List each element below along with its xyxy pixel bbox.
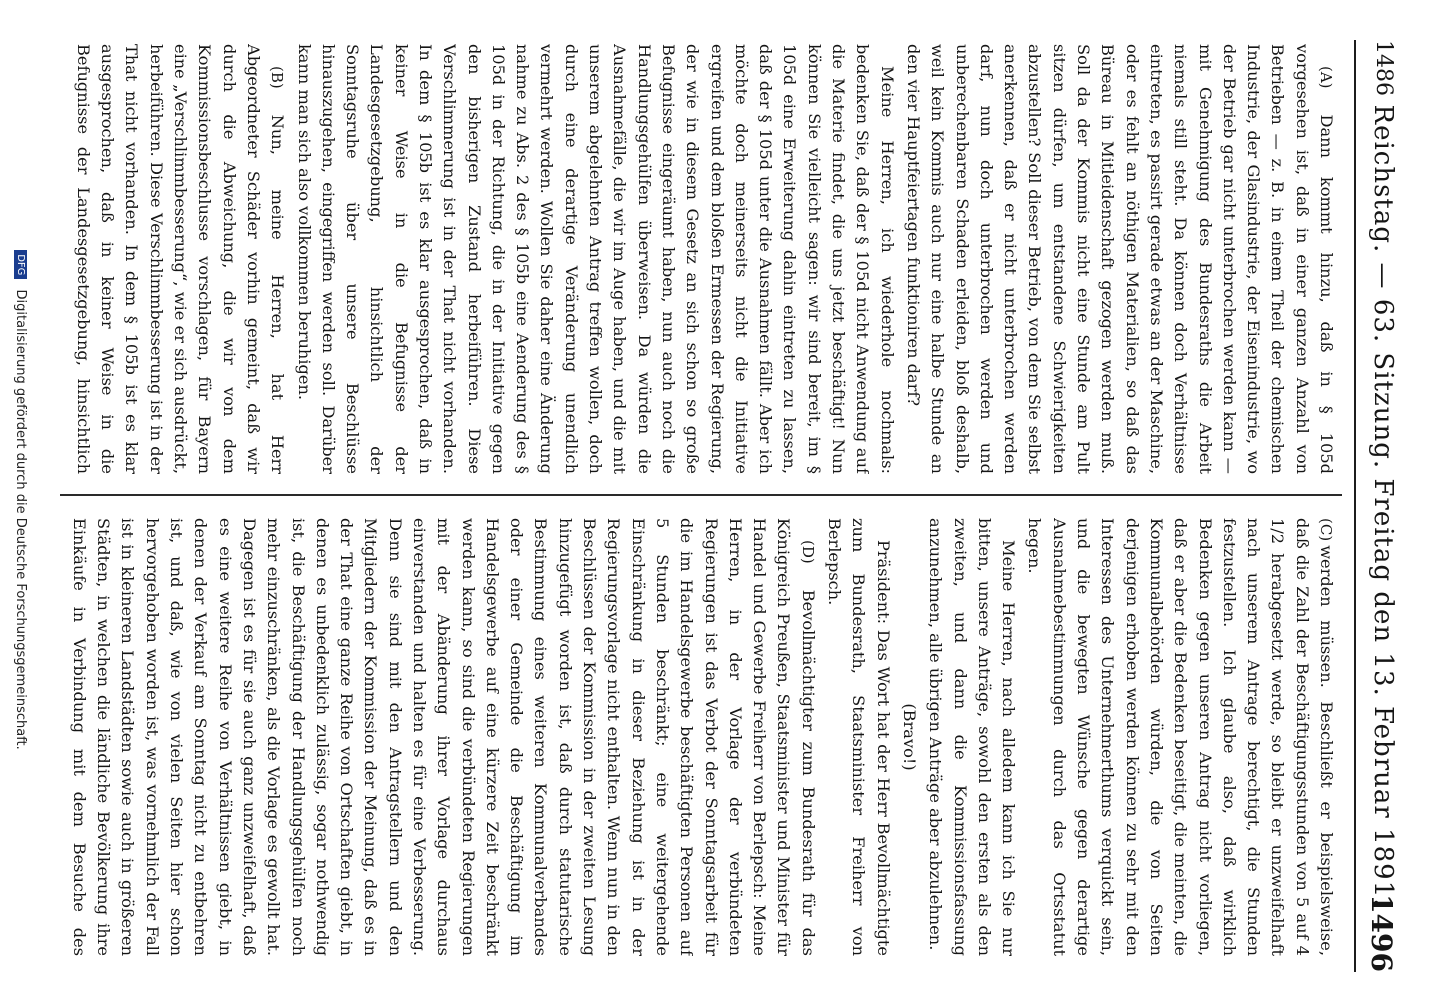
left-column	[70, 44, 1338, 474]
column-divider	[60, 494, 1342, 496]
margin-marker-d: (D)	[798, 540, 817, 564]
margin-marker-b: (B)	[268, 66, 287, 89]
paragraph: Meine Herren, nach alledem kann ich Sie nur bitten, unsere Anträge, sowohl den ersten als den zweiten, und dann die Kommissionsfassung anzunehmen, alle übrigen Anträge aber abzulehnen.	[926, 518, 1019, 956]
paragraph: (D) Bevollmächtigter zum Bundesrath für das Königreich Preußen, Staatsminister und Minister für Handel und Gewerbe Freiherr von Berlepsch: Meine Herren, in der Vorlage der verbündeten Regierungen ist das Verbot der Sonntagsarbeit für die im Handelsgewerbe beschäftigten Personen auf 5 Stunden beschränkt; eine weitergehende Einschränkung in dieser Beziehung ist in der Regierungsvorlage nicht enthalten. Wenn nun in den Beschlüssen der Kommission in der zweiten Lesung hinzugefügt worden ist, daß durch statutarische Bestimmung eines weiteren Kommunalverbandes oder einer Gemeinde die Beschäftigung im Handelsgewerbe auf eine kürzere Zeit beschränkt werden kann, so sind die verbündeten Regierungen mit der Abänderung ihrer Vorlage durchaus einverstanden und halten es für eine Verbesserung. Denn sie sind mit den Antragstellern und den Mitgliedern der Kommission der Meinung, daß es in der That eine ganze Reihe von Ortschaften giebt, in denen es unbedenklich zulässig, sogar nothwendig ist, die Beschäftigung der Handlungsgehülfen noch mehr einzuschränken, als die Vorlage es gewollt hat. Dagegen ist es für sie auch ganz unzweifelhaft, daß es eine weitere Reihe von Verhältnissen giebt, in denen der Verkauf am Sonntag nicht zu entbehren ist, und daß, wie von vielen Seiten hier schon hervorgehoben worden ist, was vornehmlich der Fall ist in kleineren Landstädten sowie auch in größeren Städten, in welchen die ländliche Bevölkerung ihre Einkäufe in Verbindung mit dem Besuche des	[70, 518, 818, 956]
paragraph: Meine Herren, ich wiederhole nochmals: bedenken Sie, daß der § 105d nicht Anwendung auf die Materie findet, die uns jetzt beschäftigt! Nun können Sie vielleicht sagen: wir sind bereit, im § 105d eine Erweiterung dahin eintreten zu lassen, daß der § 105d unter die Ausnahmen fällt. Aber ich möchte doch meinerseits nicht die Initiative ergreifen und dem bloßen Ermessen der Regierung, der wie in diesem Gesetz an sich schon so große Befugnisse eingeräumt haben, nun auch noch die Handlungsgehülfen überweisen. Da würden die Ausnahmefälle, die wir im Auge haben, und die mit unserem abgelehnten Antrag treffen wollen, doch durch eine derartige Veränderung unendlich vermehrt werden. Wollen Sie daher eine Änderung nahme zu Abs. 2 des § 105b eine Aenderung des § 105d in der Richtung, die in der Initiative gegen den bisherigen Zustand herbeiführen. Diese Verschlimmerung ist in der That nicht vorhanden. In dem § 105b ist es klar ausgesprochen, daß in keiner Weise in die Befugnisse der Landesgesetzgebung, hinsichtlich der Sonntagsruhe über unsere Beschlüsse hinauszugehen, eingegriffen werden soll. Darüber kann man sich also vollkommen beruhigen.	[294, 44, 897, 474]
margin-marker-c: (C)	[1317, 518, 1335, 542]
page-header	[1354, 40, 1402, 972]
margin-marker-a: (A)	[1317, 66, 1335, 89]
paragraph: (C) werden müssen. Beschließt er beispielsweise, daß die Zahl der Beschäftigungsstunden von 5 auf 4 1/2 herabgesetzt werde, so bleibt er unzweifelhaft nach unserem Antrage berechtigt, die Stunden festzustellen. Ich glaube also, daß wirklich Bedenken gegen unseren Antrag nicht vorliegen, daß er aber die Bedenken beseitigt, die meinten, die Kommunalbehörden würden, die von Seiten derjenigen erhoben werden können zu sehr mit den Interessen des Unternehmerthums verquickt sein, und die bewegten Wünsche gegen derartige Ausnahmebestimmungen durch das Ortsstatut hegen.	[1025, 518, 1336, 956]
footer-text: Digitalisierung gefördert durch die Deutsche Forschungsgemeinschaft.	[13, 289, 28, 750]
paragraph: (B) Nun, meine Herren, hat Herr Abgeordneter Schäder vorhin gemeint, daß wir durch die Abweichung, die wir von dem Kommissionsbeschlusse vorschlagen, für Bayern eine „Verschlimmbesserung“, wie er sich ausdrückt, herbeiführen. Diese Verschlimmbesserung ist in der That nicht vorhanden. In dem § 105b ist es klar ausgesprochen, daß in keiner Weise in die Befugnisse der Landesgesetzgebung, hinsichtlich	[73, 44, 288, 474]
running-title: Reichstag. — 63. Sitzung. Freitag den 13. Februar 1891.	[1368, 104, 1398, 908]
page-number-left: 1486	[1371, 40, 1396, 96]
dfg-logo-icon: DFG	[14, 250, 27, 279]
digitization-footer	[4, 0, 28, 1000]
applause-note: (Bravo!)	[899, 703, 919, 771]
page-number-right: 1496	[1365, 894, 1398, 972]
paragraph: (A) Dann kommt hinzu, daß in § 105d vorgesehen ist, daß in einer ganzen Anzahl von Betrieben — z. B. in einem Theil der chemischen Industrie, der Glasindustrie, der Eisenindustrie, wo der Betrieb gar nicht unterbrochen werden kann — mit Genehmigung des Bundesraths die Arbeit niemals still steht. Da können doch Verhältnisse eintreten, es passirt gerade etwas an der Maschine, oder es fehlt an nöthigen Materialien, so daß das Büreau in Mitleidenschaft gezogen werden muß. Soll da der Kommis nicht eine Stunde am Pult sitzen dürfen, um entstandene Schwierigkeiten abzustellen? Soll dieser Betrieb, von dem Sie selbst anerkennen, daß er nicht unterbrochen werden darf, nun doch unterbrochen werden und unberechenbaren Schaden erleiden, bloß deshalb, weil kein Kommis auch nur eine halbe Stunde an den vier Hauptfeiertagen funktioniren darf?	[903, 44, 1336, 474]
right-column	[70, 518, 1338, 956]
president-paragraph: Präsident: Das Wort hat der Herr Bevollmächtigte zum Bundesrath, Staatsminister Freiherr von Berlepsch.	[825, 518, 893, 956]
